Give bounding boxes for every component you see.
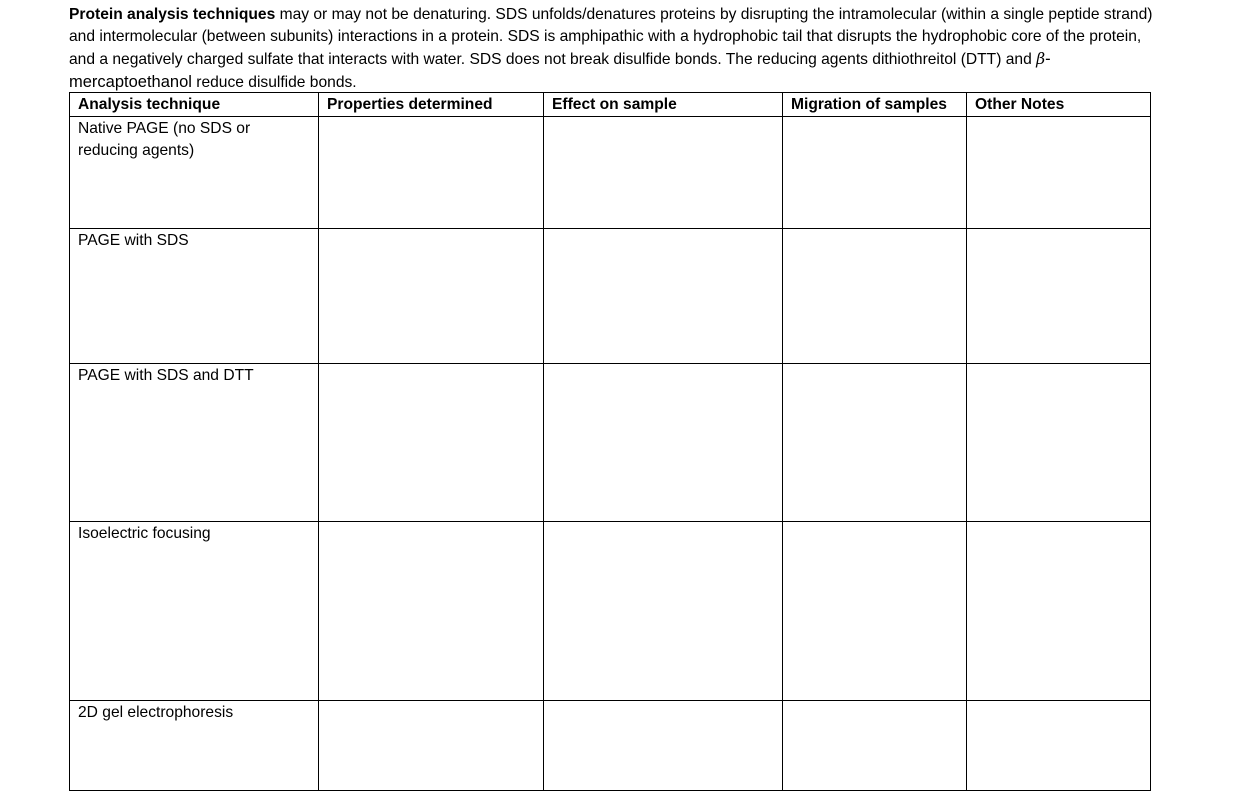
analysis-techniques-table <box>69 92 1151 791</box>
properties-cell[interactable] <box>319 364 544 522</box>
effect-cell[interactable] <box>544 364 783 522</box>
migration-cell[interactable] <box>783 229 967 364</box>
effect-cell[interactable] <box>544 229 783 364</box>
technique-cell: Native PAGE (no SDS or reducing agents) <box>70 117 319 229</box>
table-row <box>70 522 1151 701</box>
notes-cell[interactable] <box>967 364 1151 522</box>
properties-cell[interactable] <box>319 522 544 701</box>
technique-cell: 2D gel electrophoresis <box>70 701 319 791</box>
notes-cell[interactable] <box>967 701 1151 791</box>
properties-cell[interactable] <box>319 117 544 229</box>
notes-cell[interactable] <box>967 522 1151 701</box>
notes-cell[interactable] <box>967 229 1151 364</box>
effect-cell[interactable] <box>544 117 783 229</box>
notes-cell[interactable] <box>967 117 1151 229</box>
table-row <box>70 229 1151 364</box>
intro-lead: Protein analysis techniques <box>69 6 276 23</box>
table-header-row <box>70 93 1151 117</box>
intro-text-part2: reduce disulfide bonds. <box>191 74 357 91</box>
header-properties-determined: Properties determined <box>319 93 544 117</box>
migration-cell[interactable] <box>783 117 967 229</box>
table-row <box>70 364 1151 522</box>
table-row <box>70 117 1151 229</box>
effect-cell[interactable] <box>544 522 783 701</box>
technique-cell: PAGE with SDS <box>70 229 319 364</box>
intro-text-part1: may or may not be denaturing. SDS unfolds/denatures proteins by disrupting the intramolecular (within a single peptide strand) and intermolecular (between subunits) interactions in a protein. SDS is amphipathic with a hydrophobic tail that disrupts the hydrophobic core of the protein, and a negatively charged sulfate that interacts with water. SDS does not break disulfide bonds. The reducing agents dithiothreitol (DTT) and <box>69 6 1153 68</box>
migration-cell[interactable] <box>783 701 967 791</box>
intro-paragraph <box>69 4 1159 94</box>
technique-cell: Isoelectric focusing <box>70 522 319 701</box>
header-other-notes: Other Notes <box>967 93 1151 117</box>
migration-cell[interactable] <box>783 522 967 701</box>
properties-cell[interactable] <box>319 701 544 791</box>
migration-cell[interactable] <box>783 364 967 522</box>
header-effect-on-sample: Effect on sample <box>544 93 783 117</box>
table-row <box>70 701 1151 791</box>
header-migration-of-samples: Migration of samples <box>783 93 967 117</box>
effect-cell[interactable] <box>544 701 783 791</box>
beta-symbol: β <box>1036 50 1046 68</box>
header-analysis-technique: Analysis technique <box>70 93 319 117</box>
properties-cell[interactable] <box>319 229 544 364</box>
mercaptoethanol-text: -mercaptoethanol <box>69 50 1051 91</box>
technique-cell: PAGE with SDS and DTT <box>70 364 319 522</box>
